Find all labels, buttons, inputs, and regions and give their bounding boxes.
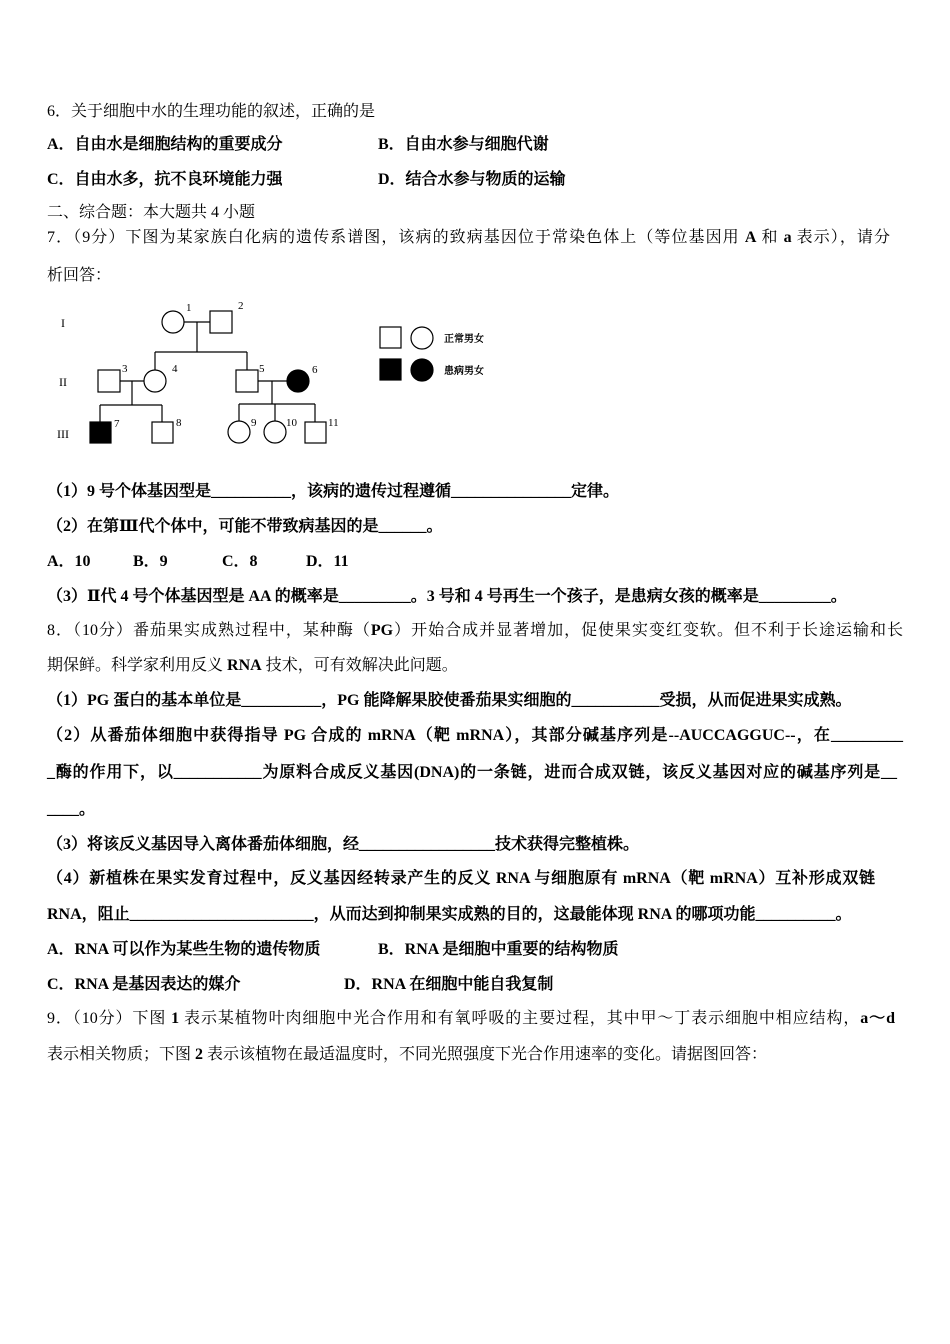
legend-affected-label: 患病男女 [444, 366, 484, 377]
q7-sub2-option-c: C．8 [222, 553, 258, 570]
individual-1-female [162, 311, 184, 333]
q6-option-c: C．自由水多，抗不良环境能力强 [47, 171, 283, 188]
q8-sub-question-1: （1）PG 蛋白的基本单位是__________，PG 能降解果胶使番茄果实细胞的___________受损，从而促进果实成熟。 [47, 692, 852, 709]
q8-sub4-option-c: C．RNA 是基因表达的媒介 [47, 976, 241, 993]
individual-6-female [287, 370, 309, 392]
legend-normal-male-symbol [380, 327, 401, 348]
q7-stem-line-1 [47, 227, 890, 249]
individual-label-8: 8 [176, 417, 182, 429]
q8-sub-question-4-line-2: RNA，阻止_______________________，从而达到抑制果实成熟的目的，这最能体现 RNA 的哪项功能__________。 [47, 906, 852, 923]
generation-label-iii: III [57, 427, 69, 441]
q8-enzyme-name: PG [370, 622, 394, 639]
q9-stem-text: 表示相关物质；下图 [47, 1046, 196, 1063]
q7-stem-text: 和 [756, 229, 784, 246]
pedigree-chart [40, 290, 520, 460]
q9-figure-2-ref: 2 [195, 1046, 204, 1063]
q8-stem-text: 期保鲜。科学家利用反义 [47, 657, 228, 674]
individual-label-7: 7 [114, 418, 120, 430]
q9-stem-line-2 [47, 1044, 767, 1066]
q8-stem-line-1 [47, 620, 903, 642]
individual-3-male [98, 370, 120, 392]
individual-label-10: 10 [286, 417, 297, 429]
q7-sub2-option-a: A．10 [47, 553, 91, 570]
legend-normal-label: 正常男女 [444, 334, 484, 345]
q9-figure-1-ref: 1 [171, 1010, 180, 1027]
q7-stem-text: 7．（9分）下图为某家族白化病的遗传系谱图，该病的致病基因位于常染色体上（等位基因用 [47, 229, 745, 246]
q9-stem-line-1 [47, 1008, 895, 1030]
q8-sub-question-2-line-1: （2）从番茄体细胞中获得指导 PG 合成的 mRNA（靶 mRNA），其部分碱基序列是--AUCCAGGUC--，在_________ [47, 727, 903, 744]
q6-option-b: B．自由水参与细胞代谢 [378, 136, 549, 153]
legend-affected-male-symbol [380, 359, 401, 380]
individual-8-male [152, 422, 173, 443]
q8-stem-text: ）开始合成并显著增加，促使果实变红变软。但不利于长途运输和长 [393, 622, 903, 639]
q8-rna-term: RNA [227, 657, 262, 674]
q8-stem-text: 技术，可有效解决此问题。 [261, 657, 458, 674]
q7-stem-line-2: 析回答： [47, 267, 112, 284]
q8-stem-text: 8．（10分）番茄果实成熟过程中，某种酶（ [47, 622, 371, 639]
individual-label-9: 9 [251, 417, 257, 429]
q8-sub-question-2-line-2: _酶的作用下，以___________为原料合成反义基因(DNA)的一条链，进而合成双链，该反义基因对应的碱基序列是__ [47, 764, 897, 781]
q9-substance-range: a～d [860, 1010, 895, 1027]
q6-option-d: D．结合水参与物质的运输 [378, 171, 566, 188]
individual-label-4: 4 [172, 363, 178, 375]
q9-stem-text: 9．（10分）下图 [47, 1010, 172, 1027]
q9-stem-text: 表示某植物叶肉细胞中光合作用和有氧呼吸的主要过程，其中甲～丁表示细胞中相应结构， [179, 1010, 861, 1027]
individual-2-male [210, 311, 232, 333]
q7-sub-question-2: （2）在第Ⅲ代个体中，可能不带致病基因的是______。 [47, 518, 443, 535]
q6-option-a: A．自由水是细胞结构的重要成分 [47, 136, 283, 153]
q7-sub2-option-b: B．9 [133, 553, 168, 570]
q8-stem-line-2 [47, 655, 458, 677]
individual-label-11: 11 [328, 417, 339, 429]
individual-11-male [305, 422, 326, 443]
individual-10-female [264, 421, 286, 443]
individual-label-3: 3 [122, 363, 128, 375]
q8-sub4-option-b: B．RNA 是细胞中重要的结构物质 [378, 941, 619, 958]
legend-normal-female-symbol [411, 327, 433, 349]
legend-affected-female-symbol [411, 359, 433, 381]
individual-label-1: 1 [186, 302, 192, 314]
q8-sub4-option-d: D．RNA 在细胞中能自我复制 [344, 976, 554, 993]
individual-label-6: 6 [312, 364, 318, 376]
individual-5-male [236, 370, 258, 392]
individual-label-5: 5 [259, 363, 265, 375]
q8-sub-question-4-line-1: （4）新植株在果实发育过程中，反义基因经转录产生的反义 RNA 与细胞原有 mRNA（靶 mRNA）互补形成双链 [47, 870, 875, 887]
individual-7-male [90, 422, 111, 443]
q7-stem-text: 表示），请分 [791, 229, 890, 246]
section-heading: 二、综合题：本大题共 4 小题 [47, 204, 256, 221]
individual-label-2: 2 [238, 300, 244, 312]
individual-4-female [144, 370, 166, 392]
q8-sub-question-2-line-3: ____。 [47, 801, 96, 818]
q7-sub-question-3: （3）Ⅱ代 4 号个体基因型是 AA 的概率是_________。3 号和 4 号再生一个孩子，是患病女孩的概率是_________。 [47, 588, 847, 605]
generation-label-ii: II [59, 375, 67, 389]
q8-sub4-option-a: A．RNA 可以作为某些生物的遗传物质 [47, 941, 321, 958]
q6-stem: 6．关于细胞中水的生理功能的叙述，正确的是 [47, 103, 376, 120]
individual-9-female [228, 421, 250, 443]
q7-allele-dominant: A [744, 229, 757, 246]
q7-allele-recessive: a [783, 229, 792, 246]
q7-sub2-option-d: D．11 [306, 553, 349, 570]
q8-sub-question-3: （3）将该反义基因导入离体番茄体细胞，经_________________技术获得完整植株。 [47, 836, 640, 853]
q7-sub-question-1: （1）9 号个体基因型是__________，该病的遗传过程遵循_______________定律。 [47, 483, 620, 500]
q9-stem-text: 表示该植物在最适温度时，不同光照强度下光合作用速率的变化。请据图回答： [203, 1046, 768, 1063]
generation-label-i: I [61, 316, 65, 330]
